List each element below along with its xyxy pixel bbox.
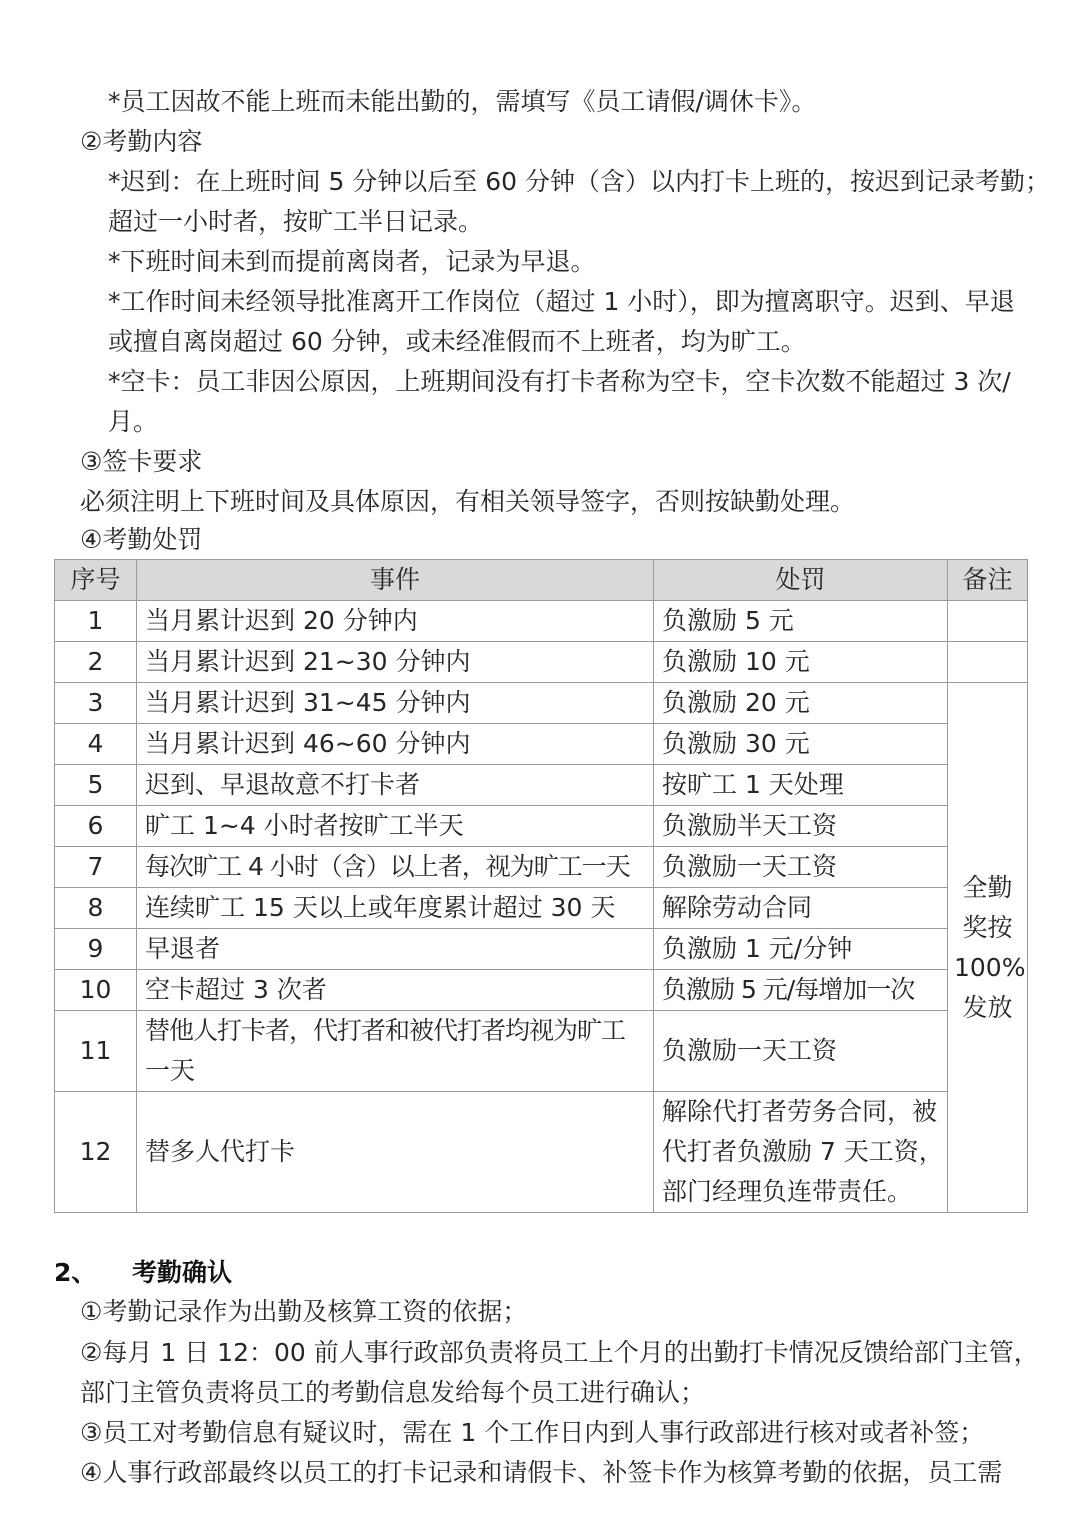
- cell-note-full-attendance: [948, 683, 1028, 1213]
- note-line: 奖按: [962, 912, 1013, 942]
- table-row: [55, 970, 1028, 1011]
- cell-event: 迟到、早退故意不打卡者: [137, 765, 654, 806]
- cell-event: 空卡超过 3 次者: [137, 970, 654, 1011]
- text-line: 必须注明上下班时间及具体原因，有相关领导签字，否则按缺勤处理。: [80, 487, 856, 516]
- text-line: *空卡：员工非因公原因，上班期间没有打卡者称为空卡，空卡次数不能超过 3 次/: [108, 367, 1011, 396]
- note-line: 100%: [954, 952, 1026, 982]
- cell-event: 当月累计迟到 21~30 分钟内: [137, 642, 654, 683]
- table-row: [55, 724, 1028, 765]
- text-line: ④人事行政部最终以员工的打卡记录和请假卡、补签卡作为核算考勤的依据，员工需: [80, 1458, 1003, 1487]
- cell-note-empty: [948, 642, 1028, 683]
- cell-no: 1: [55, 601, 137, 642]
- cell-no: 8: [55, 888, 137, 929]
- table-row: [55, 888, 1028, 929]
- text-line: *迟到：在上班时间 5 分钟以后至 60 分钟（含）以内打卡上班的，按迟到记录考勤；: [108, 167, 1051, 196]
- section-title: 考勤确认: [132, 1258, 233, 1287]
- cell-no: 12: [55, 1092, 137, 1213]
- cell-event: 早退者: [137, 929, 654, 970]
- cell-event: 当月累计迟到 20 分钟内: [137, 601, 654, 642]
- text-line: ③员工对考勤信息有疑议时，需在 1 个工作日内到人事行政部进行核对或者补签；: [80, 1418, 985, 1447]
- cell-no: 3: [55, 683, 137, 724]
- table-row: [55, 1011, 1028, 1092]
- cell-penalty: 负激励一天工资: [654, 847, 948, 888]
- section-number: 2、: [54, 1258, 97, 1287]
- cell-no: 4: [55, 724, 137, 765]
- note-line: 发放: [962, 992, 1013, 1022]
- header-no: 序号: [55, 560, 137, 601]
- table-row: [55, 847, 1028, 888]
- cell-penalty: 负激励 1 元/分钟: [654, 929, 948, 970]
- table-row: [55, 601, 1028, 642]
- cell-no: 9: [55, 929, 137, 970]
- header-penalty: 处罚: [654, 560, 948, 601]
- cell-penalty: 负激励一天工资: [654, 1011, 948, 1092]
- cell-event-line: 替他人打卡者，代打者和被代打者均视为旷工: [145, 1016, 626, 1045]
- cell-penalty: [654, 1092, 948, 1213]
- text-line: ②每月 1 日 12：00 前人事行政部负责将员工上个月的出勤打卡情况反馈给部门主管，: [80, 1338, 1039, 1367]
- cell-penalty: 负激励 5 元/每增加一次: [654, 970, 948, 1011]
- text-line: 超过一小时者，按旷工半日记录。: [108, 207, 484, 236]
- text-line: *工作时间未经领导批准离开工作岗位（超过 1 小时），即为擅离职守。迟到、早退: [108, 287, 1015, 316]
- subheading-attendance-content: ②考勤内容: [80, 127, 203, 156]
- cell-no: 11: [55, 1011, 137, 1092]
- text-line: ①考勤记录作为出勤及核算工资的依据；: [80, 1297, 528, 1326]
- cell-no: 10: [55, 970, 137, 1011]
- header-event: 事件: [137, 560, 654, 601]
- cell-no: 5: [55, 765, 137, 806]
- cell-event: 连续旷工 15 天以上或年度累计超过 30 天: [137, 888, 654, 929]
- cell-penalty: 负激励 5 元: [654, 601, 948, 642]
- cell-penalty: 解除劳动合同: [654, 888, 948, 929]
- cell-no: 6: [55, 806, 137, 847]
- cell-penalty: 负激励半天工资: [654, 806, 948, 847]
- header-note: 备注: [948, 560, 1028, 601]
- table-row: [55, 806, 1028, 847]
- cell-no: 2: [55, 642, 137, 683]
- cell-event: 当月累计迟到 46~60 分钟内: [137, 724, 654, 765]
- cell-event: 每次旷工 4 小时（含）以上者，视为旷工一天: [137, 847, 654, 888]
- text-line: *员工因故不能上班而未能出勤的，需填写《员工请假/调休卡》。: [108, 87, 817, 116]
- note-line: 全勤: [962, 872, 1013, 902]
- cell-penalty: 按旷工 1 天处理: [654, 765, 948, 806]
- table-row: [55, 765, 1028, 806]
- subheading-sign-requirement: ③签卡要求: [80, 447, 203, 476]
- cell-event: 当月累计迟到 31~45 分钟内: [137, 683, 654, 724]
- cell-penalty: 负激励 20 元: [654, 683, 948, 724]
- cell-penalty-line: 解除代打者劳务合同，被: [662, 1097, 938, 1126]
- cell-note-empty: [948, 601, 1028, 642]
- cell-event: 替多人代打卡: [137, 1092, 654, 1213]
- cell-penalty-line: 代打者负激励 7 天工资，: [662, 1137, 944, 1166]
- text-line: 或擅自离岗超过 60 分钟，或未经准假而不上班者，均为旷工。: [108, 327, 806, 356]
- table-row: [55, 642, 1028, 683]
- table-row: [55, 1092, 1028, 1213]
- cell-penalty-line: 部门经理负连带责任。: [662, 1177, 913, 1206]
- text-line: *下班时间未到而提前离岗者，记录为早退。: [108, 247, 596, 276]
- section-heading: [54, 1253, 232, 1293]
- text-line: 月。: [108, 407, 159, 436]
- table-header-row: [55, 560, 1028, 601]
- cell-event: [137, 1011, 654, 1092]
- table-row: [55, 929, 1028, 970]
- text-line: 部门主管负责将员工的考勤信息发给每个员工进行确认；: [80, 1378, 706, 1407]
- cell-event: 旷工 1~4 小时者按旷工半天: [137, 806, 654, 847]
- table-row: [55, 683, 1028, 724]
- penalty-table: [54, 559, 1028, 1213]
- cell-no: 7: [55, 847, 137, 888]
- cell-penalty: 负激励 30 元: [654, 724, 948, 765]
- subheading-attendance-penalty: ④考勤处罚: [80, 525, 203, 554]
- cell-penalty: 负激励 10 元: [654, 642, 948, 683]
- cell-event-line: 一天: [145, 1056, 196, 1085]
